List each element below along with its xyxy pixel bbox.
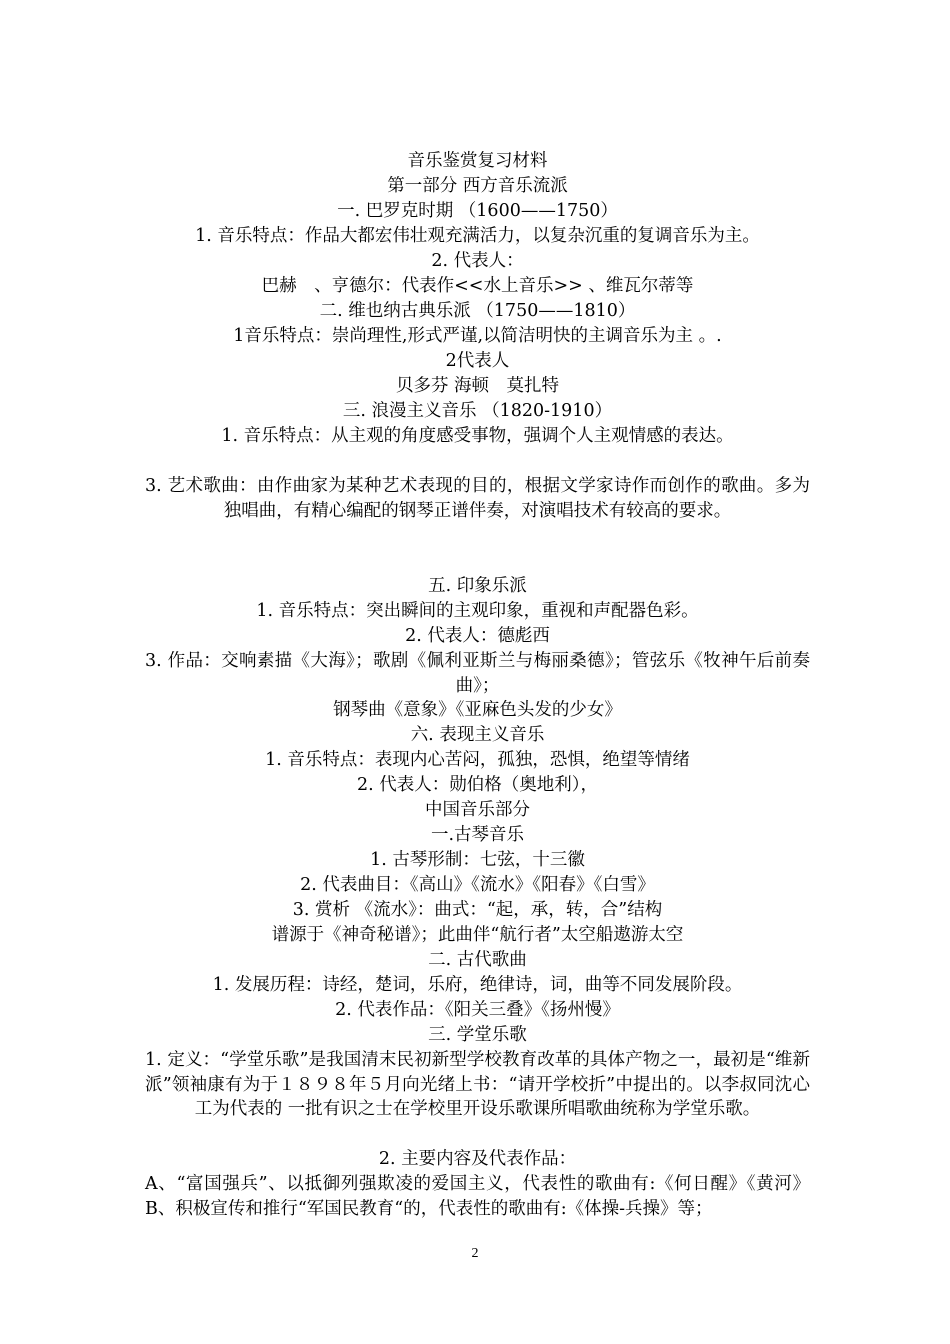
page-number: 2: [471, 1246, 479, 1261]
impressionism-reps: 2. 代表人：德彪西: [405, 626, 550, 646]
classical-reps: 贝多芬 海顿 莫扎特: [395, 376, 560, 396]
school-song-heading: 三. 学堂乐歌: [428, 1025, 527, 1045]
guqin-form: 1. 古琴形制：七弦，十三徽: [370, 850, 585, 870]
chinese-part-heading: 中国音乐部分: [425, 800, 530, 820]
romantic-heading: 三. 浪漫主义音乐 （1820-1910）: [342, 401, 613, 421]
baroque-features: 1. 音乐特点：作品大都宏伟壮观充满活力，以复杂沉重的复调音乐为主。: [195, 226, 760, 246]
baroque-reps: 巴赫 、亨德尔：代表作<<水上音乐>> 、维瓦尔蒂等: [261, 276, 694, 296]
guqin-analysis: 3. 赏析 《流水》：曲式：“起，承，转，合”结构: [292, 900, 663, 920]
ancient-songs-history: 1. 发展历程：诗经，楚词，乐府，绝律诗，词，曲等不同发展阶段。: [212, 975, 743, 995]
impressionism-heading: 五. 印象乐派: [428, 576, 527, 596]
ancient-songs-works: 2. 代表作品：《阳关三叠》《扬州慢》: [335, 1000, 620, 1020]
ancient-songs-heading: 二. 古代歌曲: [428, 950, 527, 970]
piano-works: 钢琴曲《意象》《亚麻色头发的少女》: [333, 700, 622, 720]
expressionism-heading: 六. 表现主义音乐: [410, 725, 545, 745]
classical-heading: 二. 维也纳古典乐派 （1750——1810）: [319, 301, 636, 321]
impressionism-works-paragraph: 3. 作品：交响素描《大海》；歌剧《佩利亚斯兰与梅丽桑德》；管弦乐《牧神午后前奏曲》；: [145, 651, 810, 696]
school-song-content-heading: 2. 主要内容及代表作品：: [378, 1149, 577, 1169]
school-song-content-paragraph: A、“富国强兵”、以抵御列强欺凌的爱国主义，代表性的歌曲有:《何日醒》《黄河》B、积极宣传和推行“军国民教育“的，代表性的歌曲有:《体操-兵操》等；: [145, 1174, 810, 1219]
impressionism-features: 1. 音乐特点：突出瞬间的主观印象，重视和声配器色彩。: [256, 601, 699, 621]
expressionism-features: 1. 音乐特点：表现内心苦闷，孤独，恐惧，绝望等情绪: [265, 750, 690, 770]
classical-reps-label: 2代表人: [445, 351, 510, 371]
art-song-paragraph: 3. 艺术歌曲：由作曲家为某种艺术表现的目的，根据文学家诗作而创作的歌曲。多为独唱曲，有精心编配的钢琴正谱伴奏，对演唱技术有较高的要求。: [145, 476, 810, 521]
guqin-source: 谱源于《神奇秘谱》；此曲伴“航行者”太空船遨游太空: [271, 925, 684, 945]
romantic-features: 1. 音乐特点：从主观的角度感受事物，强调个人主观情感的表达。: [221, 426, 734, 446]
guqin-heading: 一.古琴音乐: [430, 825, 525, 845]
baroque-reps-label: 2. 代表人：: [431, 251, 524, 271]
guqin-repertoire: 2. 代表曲目：《高山》《流水》《阳春》《白雪》: [300, 875, 655, 895]
school-song-definition: 1. 定义：“学堂乐歌”是我国清末民初新型学校教育改革的具体产物之一，最初是“维新派”领袖康有为于１８９８年５月向光绪上书：“请开学校折”中提出的。以李叔同沈心工为代表的 一批有识之士在学校里开设乐歌课所唱歌曲统称为学堂乐歌。: [145, 1050, 810, 1119]
part-one-heading: 第一部分 西方音乐流派: [387, 176, 568, 196]
expressionism-reps: 2. 代表人：勋伯格（奥地利），: [356, 775, 598, 795]
doc-title: 音乐鉴赏复习材料: [407, 151, 548, 171]
baroque-heading: 一. 巴罗克时期 （1600——1750）: [337, 201, 618, 221]
classical-features: 1音乐特点：崇尚理性,形式严谨,以简洁明快的主调音乐为主 。.: [233, 326, 722, 346]
